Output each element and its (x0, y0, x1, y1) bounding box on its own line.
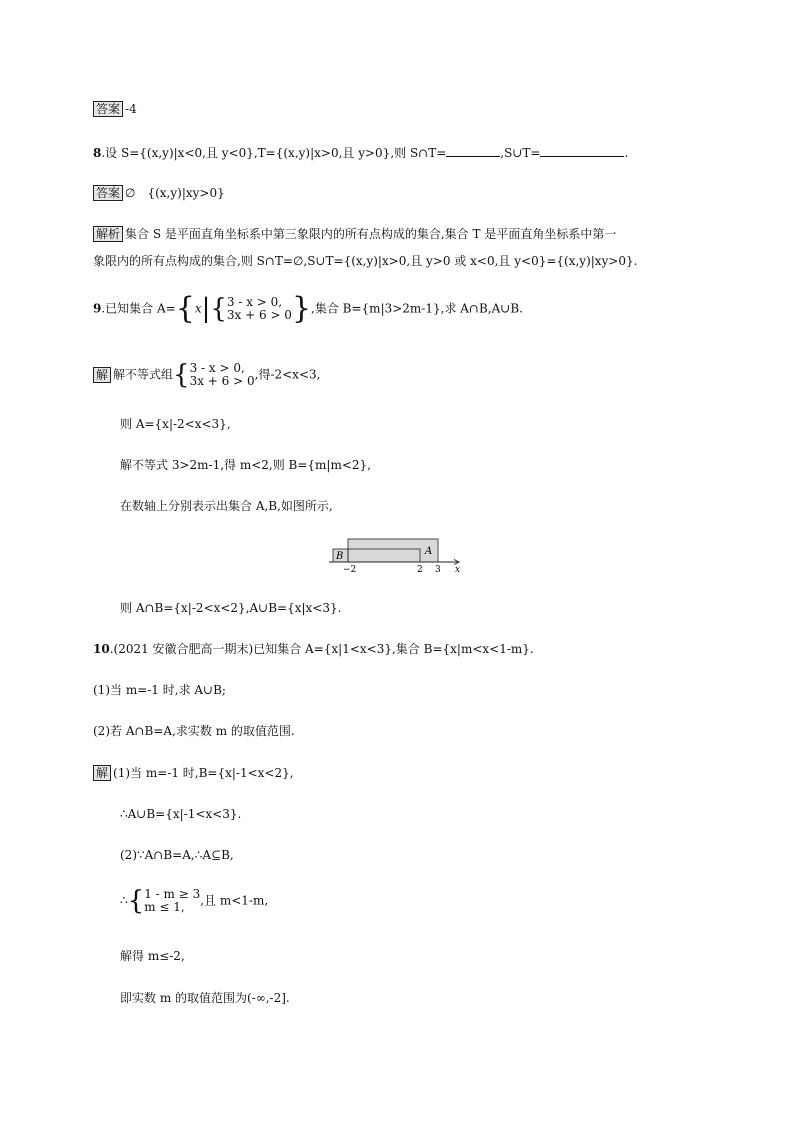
solution-9-line-2: 则 A={x|-2<x<3}, (120, 417, 231, 431)
question-9-text-a: .已知集合 A= (101, 301, 176, 316)
answer-8 (93, 185, 225, 201)
solution-10-line-3: (2)∵A∩B=A,∴A⊆B, (120, 848, 234, 862)
set-bar: | (201, 294, 211, 324)
label-a: A (425, 546, 433, 557)
answer-tag: 答案 (93, 185, 123, 201)
inequality-1: 3 - x > 0, (189, 361, 245, 375)
inequality-1: 1 - m ≥ 3 (144, 887, 201, 901)
label-b: B (336, 551, 344, 562)
answer-blank-1[interactable] (446, 144, 500, 157)
answer-7-text: -4 (125, 102, 137, 116)
inequality-2: 3x + 6 > 0 (189, 374, 255, 388)
tick-label-neg2: −2 (343, 565, 357, 575)
tick-label-3: 3 (435, 565, 441, 575)
solution-9-text-a: 解不等式组 (113, 367, 174, 382)
solution-9-line-5: 则 A∩B={x|-2<x<2},A∪B={x|x<3}. (120, 601, 342, 615)
therefore-symbol: ∴ (120, 893, 128, 908)
solution-tag: 解 (93, 367, 111, 383)
system-brace: { (173, 360, 190, 390)
tick-label-2: 2 (417, 565, 423, 575)
question-10-part-2: (2)若 A∩B=A,求实数 m 的取值范围. (93, 724, 295, 738)
inequality-system (227, 296, 292, 322)
inequality-2: m ≤ 1, (144, 900, 185, 914)
question-8 (93, 144, 628, 161)
inequality-system (190, 362, 255, 388)
solution-tag: 解 (93, 765, 111, 781)
number-line-figure (325, 537, 470, 577)
inequality-system (144, 888, 200, 914)
system-brace: { (127, 886, 145, 916)
question-10 (93, 641, 534, 657)
solution-9-text-b: ,得-2<x<3, (254, 367, 321, 382)
inequality-1: 3 - x > 0, (226, 295, 283, 309)
answer-tag: 答案 (93, 101, 123, 117)
solution-10-text-4: ,且 m<1-m, (200, 893, 269, 908)
question-number: 10 (93, 642, 110, 656)
axis-label-x: x (455, 565, 461, 575)
answer-7 (93, 101, 137, 117)
solution-10-text-1: (1)当 m=-1 时,B={x|-1<x<2}, (113, 766, 294, 780)
set-variable: x (194, 301, 202, 316)
answer-8-text: ∅ {(x,y)|xy>0} (125, 186, 225, 200)
question-10-part-1: (1)当 m=-1 时,求 A∪B; (93, 683, 226, 697)
explanation-8-line-1 (93, 226, 616, 242)
explanation-tag: 解析 (93, 226, 123, 242)
question-10-text: .(2021 安徽合肥高一期末)已知集合 A={x|1<x<3},集合 B={x|m<x<1-m}. (109, 642, 534, 656)
right-brace: } (291, 291, 312, 326)
solution-10-line-4 (120, 886, 268, 916)
solution-10-line-2: ∴A∪B={x|-1<x<3}. (120, 807, 242, 821)
question-9-text-b: ,集合 B={m|3>2m-1},求 A∩B,A∪B. (311, 301, 523, 316)
solution-9-line-3: 解不等式 3>2m-1,得 m<2,则 B={m|m<2}, (120, 458, 371, 472)
solution-9-line-1 (93, 360, 320, 390)
system-brace: { (210, 294, 227, 324)
inequality-2: 3x + 6 > 0 (226, 308, 292, 322)
question-number: 8 (93, 146, 102, 160)
left-brace: { (175, 291, 195, 326)
solution-10-line-1 (93, 765, 294, 781)
question-8-text-b: ,S∪T= (500, 146, 541, 160)
answer-blank-2[interactable] (540, 144, 624, 157)
explanation-8-line-2: 象限内的所有点构成的集合,则 S∩T=∅,S∪T={(x,y)|x>0,且 y>0 或 x<0,且 y<0}={(x,y)|xy>0}. (93, 254, 638, 268)
question-number: 9 (93, 301, 102, 316)
question-9 (93, 291, 523, 326)
solution-10-line-6: 即实数 m 的取值范围为(-∞,-2]. (120, 991, 290, 1005)
solution-10-line-5: 解得 m≤-2, (120, 949, 185, 963)
explanation-8-text-1: 集合 S 是平面直角坐标系中第三象限内的所有点构成的集合,集合 T 是平面直角坐标系中第一 (125, 227, 617, 241)
question-8-text-c: . (624, 146, 629, 160)
solution-9-line-4: 在数轴上分别表示出集合 A,B,如图所示, (120, 499, 333, 513)
question-8-text-a: .设 S={(x,y)|x<0,且 y<0},T={(x,y)|x>0,且 y>0},则 S∩T= (101, 146, 447, 160)
